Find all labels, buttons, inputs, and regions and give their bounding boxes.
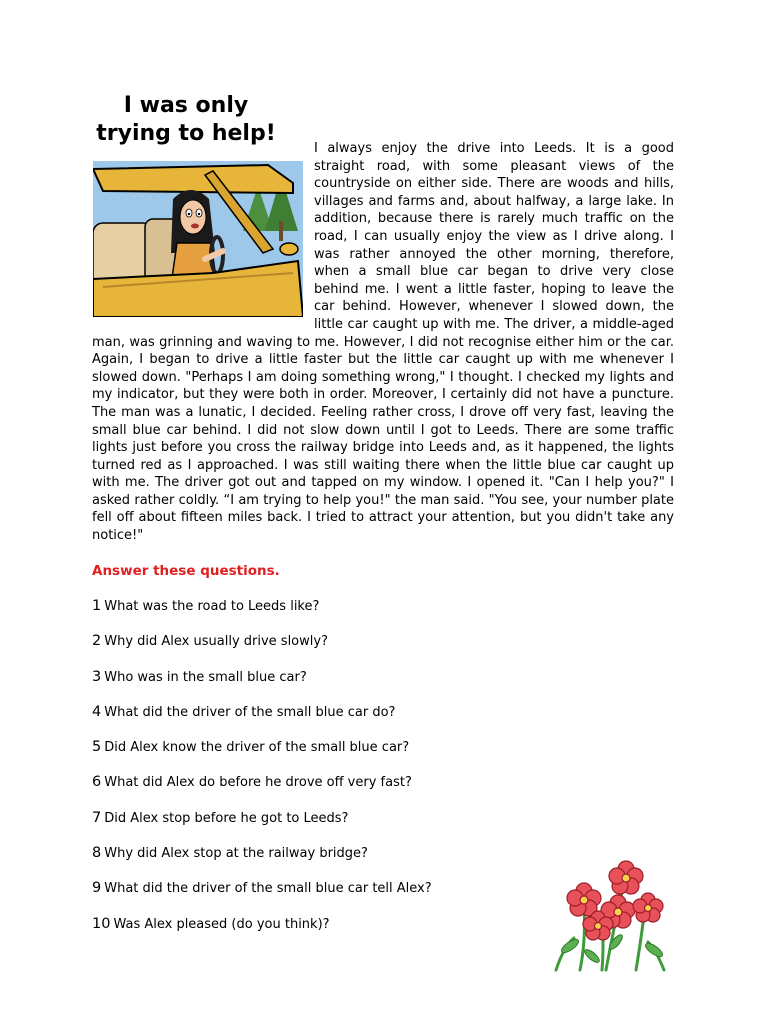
story-text: I always enjoy the drive into Leeds. It is a good straight road, with some pleasant views of the countryside on either side. There are woods and hills, villages and farms and, about halfway, a large lake. In addition, because there is rarely much traffic on the road, I can usually enjoy the view as I drive along. I was rather annoyed the other morning, therefore, when a small blue car began to drive very close behind me. I went a little faster, hoping to leave the car behind. However, whenever I slowed down, the little car caught up with me. The driver, a middle-aged man, was grinning and waving to me. However, I did not recognise either him or the car. Again, I began to drive a little faster but the little car caught up with me whenever I slowed down. "Perhaps I am doing something wrong," I thought. I checked my lights and my indicator, but they were both in order. Moreover, I certainly did not have a puncture. The man was a lunatic, I decided. Feeling rather cross, I drove off very fast, leaving the small blue car behind. I did not slow down until I got to Leeds. There are some traffic lights just before you cross the railway bridge into Leeds and, as it happened, the lights turned red as I approached. I was still waiting there when the little blue car caught up with me. The driver got out and tapped on my window. I opened it. "Can I help you?" I asked rather coldly. “I am trying to help you!" the man said. "You see, your number plate fell off about fifteen miles back. I tried to attract your attention, but you didn't take any notice!" [92, 141, 674, 544]
flowers-image [544, 846, 674, 972]
question-item [92, 632, 432, 667]
question-number: 9 [92, 880, 102, 897]
question-item [92, 809, 432, 844]
question-text: What did the driver of the small blue car tell Alex? [104, 881, 432, 897]
question-text: Why did Alex usually drive slowly? [104, 634, 328, 650]
question-item [92, 738, 432, 773]
question-item [92, 844, 432, 879]
question-number: 10 [92, 915, 111, 932]
question-number: 2 [92, 633, 102, 650]
question-item [92, 597, 432, 632]
question-text: What did Alex do before he drove off very fast? [104, 775, 412, 791]
question-item [92, 915, 432, 950]
question-text: Did Alex stop before he got to Leeds? [104, 810, 349, 826]
question-number: 8 [92, 845, 102, 862]
question-number: 7 [92, 809, 102, 826]
question-text: What did the driver of the small blue car do? [104, 704, 396, 720]
question-item [92, 668, 432, 703]
question-text: Did Alex know the driver of the small blue car? [104, 740, 410, 756]
instruction-heading: Answer these questions. [92, 563, 280, 579]
question-list [92, 597, 432, 950]
question-item [92, 879, 432, 914]
question-number: 5 [92, 739, 102, 756]
question-number: 4 [92, 703, 102, 720]
question-text: Was Alex pleased (do you think)? [113, 916, 330, 932]
question-text: Why did Alex stop at the railway bridge? [104, 846, 368, 862]
worksheet-title: I was only trying to help! [96, 93, 276, 146]
question-number: 3 [92, 668, 102, 685]
question-item [92, 773, 432, 808]
question-text: What was the road to Leeds like? [104, 599, 320, 614]
question-number: 6 [92, 774, 102, 791]
question-text: Who was in the small blue car? [104, 669, 307, 685]
cartoon-image [93, 161, 303, 317]
question-item [92, 703, 432, 738]
question-number: 1 [92, 598, 102, 614]
